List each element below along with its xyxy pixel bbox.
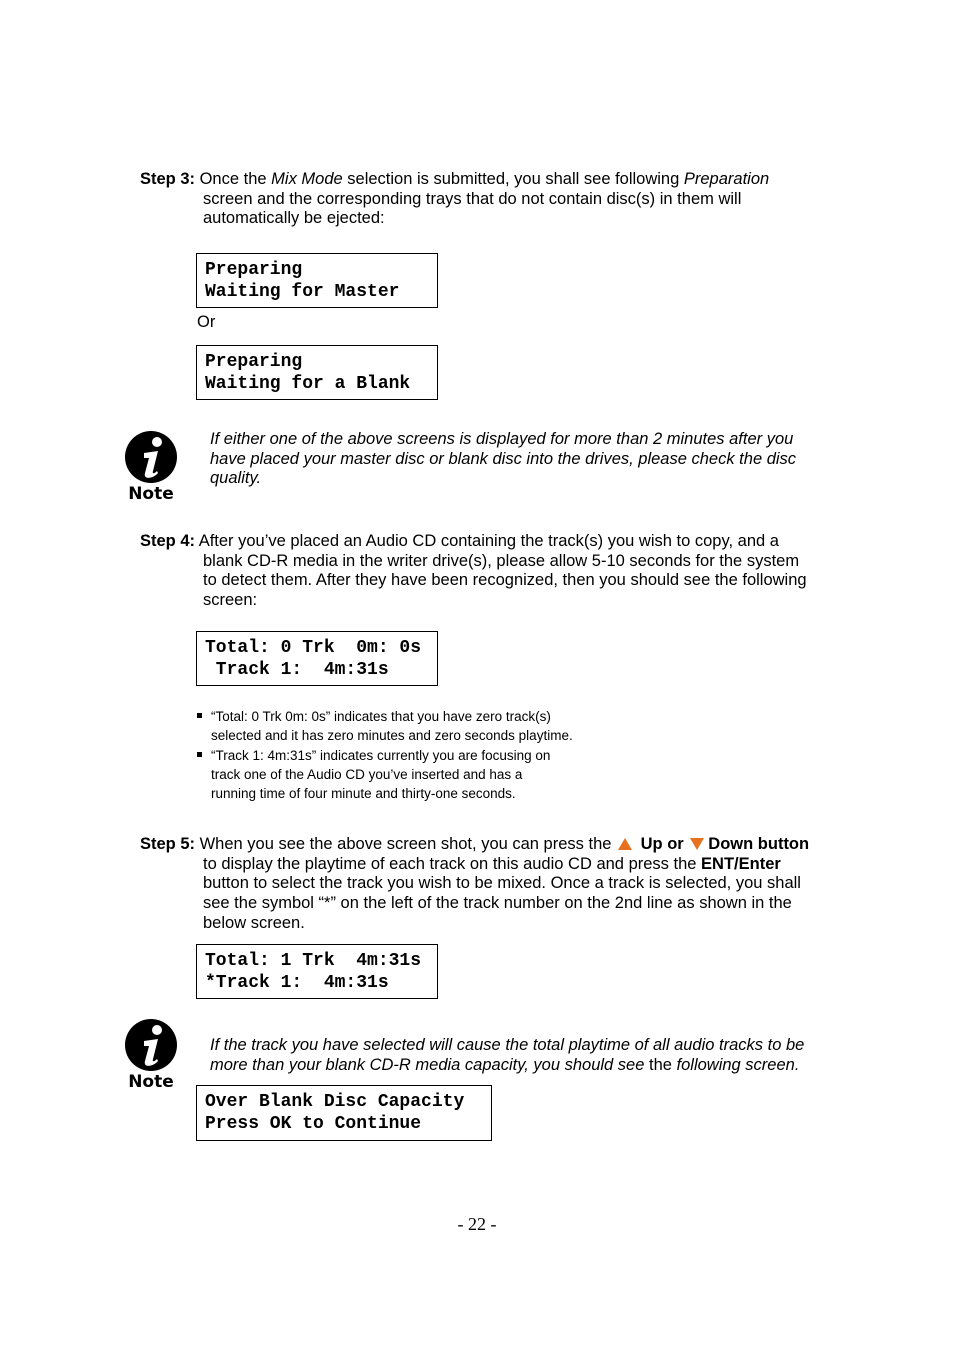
bullet-icon	[197, 752, 202, 757]
step4-paragraph: Step 4: After you’ve placed an Audio CD containing the track(s) you wish to copy, and a blank CD-R media in the writer drive(s), please allow 5-10 seconds for the system to detect them. After they have been recognized, then you should see the following screen:	[140, 532, 807, 610]
list-item: “Track 1: 4m:31s” indicates currently you are focusing on track one of the Audio CD you’ve inserted and has a running time of four minute and thirty-one seconds.	[197, 746, 617, 804]
step3-label: Step 3:	[140, 170, 196, 188]
lcd-screen-preparing-blank: Preparing Waiting for a Blank	[196, 345, 438, 400]
or-text: Or	[197, 313, 216, 331]
step4-label: Step 4:	[140, 532, 196, 550]
bullet-icon	[197, 713, 202, 718]
down-arrow-icon	[690, 838, 704, 850]
page-number: - 22 -	[457, 1214, 497, 1234]
lcd-screen-preparing-master: Preparing Waiting for Master	[196, 253, 438, 308]
step5-paragraph: Step 5: When you see the above screen shot, you can press the Up or Down button to display the playtime of each track on this audio CD and press the ENT/Enter button to select the track you wish to be mixed. Once a track is selected, you shall see the symbol “*” on the left of the track number on the 2nd line as shown in the below screen.	[140, 835, 810, 932]
lcd-screen-total-one: Total: 1 Trk 4m:31s *Track 1: 4m:31s	[196, 944, 438, 999]
lcd-screen-total-zero: Total: 0 Trk 0m: 0s Track 1: 4m:31s	[196, 631, 438, 686]
note-info-icon	[122, 429, 182, 505]
step3-paragraph: Step 3: Once the Mix Mode selection is submitted, you shall see following Preparation screen and the corresponding trays that do not contain disc(s) in them will automatically be ejected:	[140, 170, 770, 228]
list-item: “Total: 0 Trk 0m: 0s” indicates that you have zero track(s) selected and it has zero minutes and zero seconds playtime.	[197, 707, 617, 746]
note2-text: If the track you have selected will cause the total playtime of all audio tracks to be more than your blank CD-R media capacity, you should see the following screen.	[210, 1036, 805, 1074]
note-info-icon	[122, 1017, 182, 1093]
note-label: Note	[128, 484, 174, 504]
bullet-list	[197, 707, 617, 803]
note1-text: If either one of the above screens is displayed for more than 2 minutes after you have placed your master disc or blank disc into the drives, please check the disc quality.	[210, 430, 797, 488]
note-label: Note	[128, 1072, 174, 1092]
lcd-screen-over-capacity: Over Blank Disc Capacity Press OK to Continue	[196, 1085, 492, 1141]
up-arrow-icon	[618, 838, 632, 850]
step5-label: Step 5:	[140, 835, 196, 853]
